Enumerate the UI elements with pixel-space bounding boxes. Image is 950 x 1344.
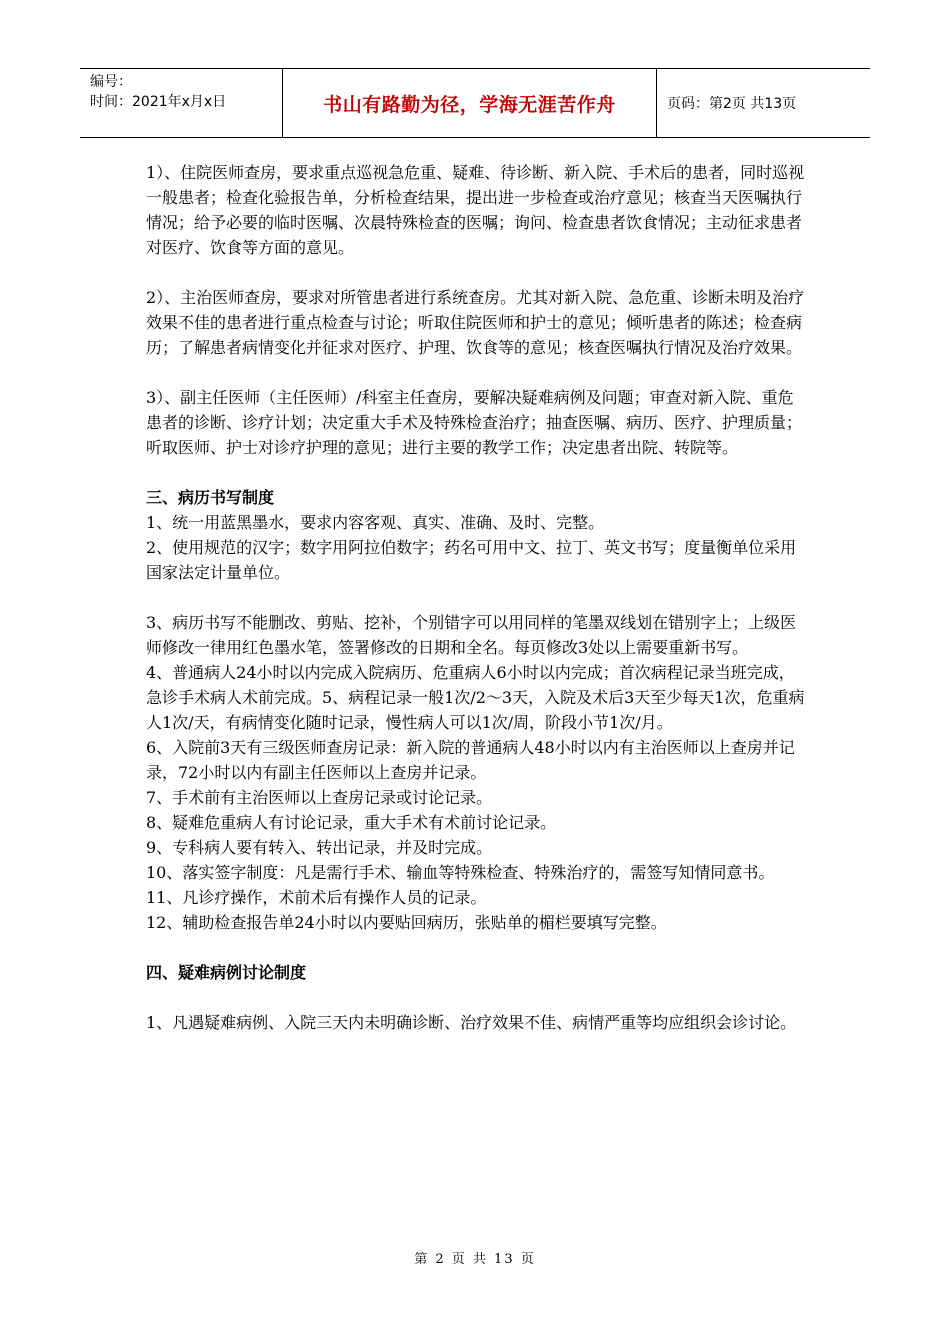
section-heading: 四、疑难病例讨论制度 [146,963,307,982]
paragraph: 2）、主治医师查房，要求对所管患者进行系统查房。尤其对新入院、急危重、诊断未明及治疗效果不佳的患者进行重点检查与讨论；听取住院医师和护士的意见；倾听患者的陈述；检查病历；了解患者病情变化并征求对医疗、护理、饮食等的意见；核查医嘱执行情况及治疗效果。 [146,288,805,357]
paragraph: 1）、住院医师查房，要求重点巡视急危重、疑难、待诊断、新入院、手术后的患者，同时巡视一般患者；检查化验报告单，分析检查结果，提出进一步检查或治疗意见；核查当天医嘱执行情况；给予必要的临时医嘱、次晨特殊检查的医嘱；询问、检查患者饮食情况；主动征求患者对医疗、饮食等方面的意见。 [146,163,805,257]
paragraph: 2、使用规范的汉字；数字用阿拉伯数字；药名可用中文、拉丁、英文书写；度量衡单位采用国家法定计量单位。 [146,538,797,582]
paragraph: 1、凡遇疑难病例、入院三天内未明确诊断、治疗效果不佳、病情严重等均应组织会诊讨论。 [146,1013,797,1032]
paragraph: 1、统一用蓝黑墨水，要求内容客观、真实、准确、及时、完整。 [146,513,605,532]
document-body [146,160,806,1035]
paragraph: 9、专科病人要有转入、转出记录，并及时完成。 [146,838,493,857]
paragraph: 4、普通病人24小时以内完成入院病历、危重病人6小时以内完成；首次病程记录当班完成，急诊手术病人术前完成。5、病程记录一般1次/2～3天，入院及术后3天至少每天1次，危重病人1次/天，有病情变化随时记录，慢性病人可以1次/周，阶段小节1次/月。 [146,663,805,732]
paragraph: 6、入院前3天有三级医师查房记录：新入院的普通病人48小时以内有主治医师以上查房并记录，72小时以内有副主任医师以上查房并记录。 [146,738,795,782]
page-header [80,68,870,138]
paragraph: 7、手术前有主治医师以上查房记录或讨论记录。 [146,788,493,807]
paragraph: 11、凡诊疗操作，术前术后有操作人员的记录。 [146,888,487,907]
time-label: 时间：2021年x月x日 [90,94,227,110]
header-page-info: 页码：第2页 共13页 [667,96,797,112]
paragraph: 10、落实签字制度：凡是需行手术、输血等特殊检查、特殊治疗的，需签写知情同意书。 [146,863,775,882]
header-motto: 书山有路勤为径，学海无涯苦作舟 [283,69,657,137]
page-footer: 第 2 页 共 13 页 [414,1252,536,1267]
paragraph: 3）、副主任医师（主任医师）/科室主任查房，要解决疑难病例及问题；审查对新入院、重危患者的诊断、诊疗计划；决定重大手术及特殊检查治疗；抽查医嘱、病历、医疗、护理质量；听取医师、护士对诊疗护理的意见；进行主要的教学工作；决定患者出院、转院等。 [146,388,803,457]
number-label: 编号： [90,74,132,90]
paragraph: 8、疑难危重病人有讨论记录，重大手术有术前讨论记录。 [146,813,557,832]
section-heading: 三、病历书写制度 [146,488,275,507]
header-meta [80,69,283,137]
paragraph: 12、辅助检查报告单24小时以内要贴回病历，张贴单的楣栏要填写完整。 [146,913,667,932]
paragraph: 3、病历书写不能删改、剪贴、挖补，个别错字可以用同样的笔墨双线划在错别字上；上级医师修改一律用红色墨水笔，签署修改的日期和全名。每页修改3处以上需要重新书写。 [146,613,797,657]
